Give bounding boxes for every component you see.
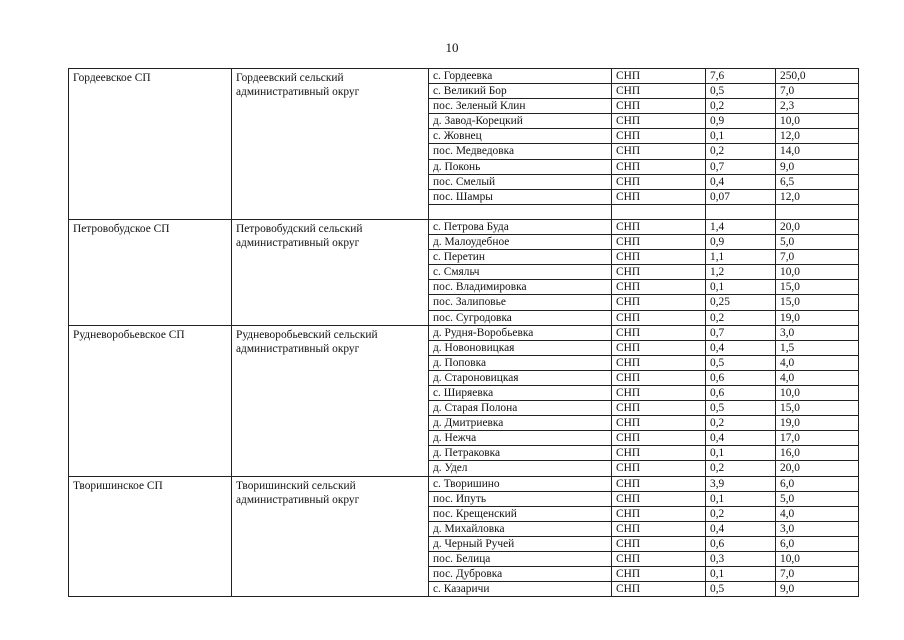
locality-name-cell: пос. Медведовка — [429, 144, 612, 159]
area-value-cell: 0,1 — [706, 280, 776, 295]
distance-value-cell: 7,0 — [776, 250, 859, 265]
settlement-type-cell: СНП — [612, 69, 706, 84]
distance-value-cell: 4,0 — [776, 506, 859, 521]
administrative-okrug-cell: Творишинский сельский административный округ — [232, 476, 429, 597]
locality-name-cell: д. Старая Полона — [429, 401, 612, 416]
area-value-cell: 0,9 — [706, 235, 776, 250]
locality-name-cell: пос. Крещенский — [429, 506, 612, 521]
distance-value-cell: 12,0 — [776, 189, 859, 204]
distance-value-cell: 19,0 — [776, 310, 859, 325]
locality-name-cell: пос. Владимировка — [429, 280, 612, 295]
distance-value-cell: 14,0 — [776, 144, 859, 159]
area-value-cell: 0,1 — [706, 129, 776, 144]
settlement-type-cell: СНП — [612, 461, 706, 476]
distance-value-cell: 15,0 — [776, 401, 859, 416]
settlement-type-cell: СНП — [612, 370, 706, 385]
locality-name-cell: д. Петраковка — [429, 446, 612, 461]
locality-name-cell: д. Поповка — [429, 355, 612, 370]
settlement-type-cell: СНП — [612, 129, 706, 144]
area-value-cell: 0,25 — [706, 295, 776, 310]
distance-value-cell: 4,0 — [776, 355, 859, 370]
locality-name-cell: д. Староновицкая — [429, 370, 612, 385]
distance-value-cell: 10,0 — [776, 265, 859, 280]
distance-value-cell: 12,0 — [776, 129, 859, 144]
locality-name-cell: с. Гордеевка — [429, 69, 612, 84]
locality-name-cell: с. Творишино — [429, 476, 612, 491]
area-value-cell: 0,2 — [706, 416, 776, 431]
distance-value-cell: 5,0 — [776, 491, 859, 506]
locality-name-cell: пос. Дубровка — [429, 567, 612, 582]
locality-name-cell: с. Перетин — [429, 250, 612, 265]
locality-name-cell: д. Удел — [429, 461, 612, 476]
page-number: 10 — [445, 40, 459, 55]
distance-value-cell: 10,0 — [776, 385, 859, 400]
distance-value-cell: 20,0 — [776, 219, 859, 234]
locality-name-cell: пос. Шамры — [429, 189, 612, 204]
distance-value-cell: 7,0 — [776, 567, 859, 582]
locality-name-cell: д. Дмитриевка — [429, 416, 612, 431]
settlement-type-cell: СНП — [612, 99, 706, 114]
area-value-cell: 0,1 — [706, 446, 776, 461]
settlement-type-cell: СНП — [612, 174, 706, 189]
settlement-type-cell: СНП — [612, 340, 706, 355]
settlement-type-cell: СНП — [612, 144, 706, 159]
distance-value-cell: 6,5 — [776, 174, 859, 189]
area-value-cell: 0,2 — [706, 506, 776, 521]
locality-name-cell: пос. Зеленый Клин — [429, 99, 612, 114]
area-value-cell: 0,5 — [706, 355, 776, 370]
distance-value-cell: 15,0 — [776, 280, 859, 295]
locality-name-cell: с. Смяльч — [429, 265, 612, 280]
locality-name-cell: пос. Ипуть — [429, 491, 612, 506]
distance-value-cell: 15,0 — [776, 295, 859, 310]
area-value-cell: 0,5 — [706, 401, 776, 416]
settlement-type-cell: СНП — [612, 582, 706, 597]
area-value-cell: 3,9 — [706, 476, 776, 491]
area-value-cell: 0,4 — [706, 174, 776, 189]
table-row — [69, 69, 859, 84]
locality-name-cell: д. Нежча — [429, 431, 612, 446]
settlement-type-cell: СНП — [612, 567, 706, 582]
area-value-cell: 0,4 — [706, 521, 776, 536]
area-value-cell: 0,7 — [706, 325, 776, 340]
settlement-type-cell: СНП — [612, 235, 706, 250]
settlement-type-cell: СНП — [612, 521, 706, 536]
table-row — [69, 476, 859, 491]
distance-value-cell: 19,0 — [776, 416, 859, 431]
area-value-cell: 0,6 — [706, 370, 776, 385]
distance-value-cell: 17,0 — [776, 431, 859, 446]
settlement-type-cell: СНП — [612, 295, 706, 310]
settlement-type-cell: СНП — [612, 265, 706, 280]
area-value-cell: 0,1 — [706, 491, 776, 506]
locality-name-cell: д. Рудня-Воробьевка — [429, 325, 612, 340]
settlement-type-cell: СНП — [612, 491, 706, 506]
settlement-type-cell: СНП — [612, 219, 706, 234]
settlement-type-cell: СНП — [612, 325, 706, 340]
distance-value-cell: 6,0 — [776, 476, 859, 491]
distance-value-cell: 9,0 — [776, 159, 859, 174]
distance-value-cell: 20,0 — [776, 461, 859, 476]
settlement-type-cell: СНП — [612, 446, 706, 461]
distance-value-cell: 16,0 — [776, 446, 859, 461]
area-value-cell: 0,4 — [706, 431, 776, 446]
distance-value-cell: 10,0 — [776, 114, 859, 129]
distance-value-cell: 9,0 — [776, 582, 859, 597]
settlement-type-cell: СНП — [612, 385, 706, 400]
area-value-cell: 1,1 — [706, 250, 776, 265]
distance-value-cell: 7,0 — [776, 84, 859, 99]
area-value-cell: 0,1 — [706, 567, 776, 582]
settlement-type-cell: СНП — [612, 536, 706, 551]
area-value-cell: 0,4 — [706, 340, 776, 355]
locality-name-cell: пос. Сугродовка — [429, 310, 612, 325]
distance-value-cell — [776, 204, 859, 219]
locality-name-cell: пос. Залиповье — [429, 295, 612, 310]
settlement-type-cell: СНП — [612, 416, 706, 431]
table-row — [69, 325, 859, 340]
area-value-cell: 0,3 — [706, 552, 776, 567]
area-value-cell: 0,2 — [706, 310, 776, 325]
settlement-district-cell: Петровобудское СП — [69, 219, 232, 325]
settlement-type-cell: СНП — [612, 250, 706, 265]
locality-name-cell: с. Петрова Буда — [429, 219, 612, 234]
area-value-cell: 0,5 — [706, 84, 776, 99]
area-value-cell: 0,2 — [706, 461, 776, 476]
distance-value-cell: 5,0 — [776, 235, 859, 250]
settlement-type-cell: СНП — [612, 401, 706, 416]
area-value-cell: 0,5 — [706, 582, 776, 597]
area-value-cell: 0,2 — [706, 99, 776, 114]
settlement-type-cell: СНП — [612, 280, 706, 295]
settlement-district-cell: Рудневоробьевское СП — [69, 325, 232, 476]
area-value-cell: 7,6 — [706, 69, 776, 84]
settlement-type-cell: СНП — [612, 189, 706, 204]
distance-value-cell: 250,0 — [776, 69, 859, 84]
administrative-okrug-cell: Петровобудский сельский административный округ — [232, 219, 429, 325]
settlement-type-cell: СНП — [612, 159, 706, 174]
area-value-cell — [706, 204, 776, 219]
locality-name-cell — [429, 204, 612, 219]
table-row — [69, 219, 859, 234]
locality-name-cell: с. Жовнец — [429, 129, 612, 144]
settlement-district-cell: Гордеевское СП — [69, 69, 232, 220]
settlement-type-cell: СНП — [612, 506, 706, 521]
distance-value-cell: 4,0 — [776, 370, 859, 385]
area-value-cell: 1,4 — [706, 219, 776, 234]
locality-name-cell: пос. Смелый — [429, 174, 612, 189]
area-value-cell: 0,7 — [706, 159, 776, 174]
settlement-type-cell: СНП — [612, 476, 706, 491]
settlement-type-cell: СНП — [612, 552, 706, 567]
settlement-type-cell: СНП — [612, 84, 706, 99]
locality-name-cell: д. Малоудебное — [429, 235, 612, 250]
settlement-type-cell: СНП — [612, 114, 706, 129]
locality-name-cell: с. Казаричи — [429, 582, 612, 597]
distance-value-cell: 3,0 — [776, 521, 859, 536]
settlements-table — [68, 68, 859, 597]
distance-value-cell: 1,5 — [776, 340, 859, 355]
locality-name-cell: д. Завод-Корецкий — [429, 114, 612, 129]
area-value-cell: 0,9 — [706, 114, 776, 129]
settlement-type-cell: СНП — [612, 310, 706, 325]
settlement-district-cell: Творишинское СП — [69, 476, 232, 597]
locality-name-cell: пос. Белица — [429, 552, 612, 567]
administrative-okrug-cell: Рудневоробьевский сельский административный округ — [232, 325, 429, 476]
area-value-cell: 0,6 — [706, 385, 776, 400]
settlement-type-cell: СНП — [612, 355, 706, 370]
locality-name-cell: с. Великий Бор — [429, 84, 612, 99]
settlement-type-cell: СНП — [612, 431, 706, 446]
administrative-okrug-cell: Гордеевский сельский административный округ — [232, 69, 429, 220]
area-value-cell: 0,2 — [706, 144, 776, 159]
distance-value-cell: 3,0 — [776, 325, 859, 340]
settlement-type-cell — [612, 204, 706, 219]
area-value-cell: 0,6 — [706, 536, 776, 551]
locality-name-cell: с. Ширяевка — [429, 385, 612, 400]
locality-name-cell: д. Михайловка — [429, 521, 612, 536]
locality-name-cell: д. Поконь — [429, 159, 612, 174]
area-value-cell: 1,2 — [706, 265, 776, 280]
distance-value-cell: 10,0 — [776, 552, 859, 567]
distance-value-cell: 6,0 — [776, 536, 859, 551]
locality-name-cell: д. Новоновицкая — [429, 340, 612, 355]
distance-value-cell: 2,3 — [776, 99, 859, 114]
locality-name-cell: д. Черный Ручей — [429, 536, 612, 551]
area-value-cell: 0,07 — [706, 189, 776, 204]
